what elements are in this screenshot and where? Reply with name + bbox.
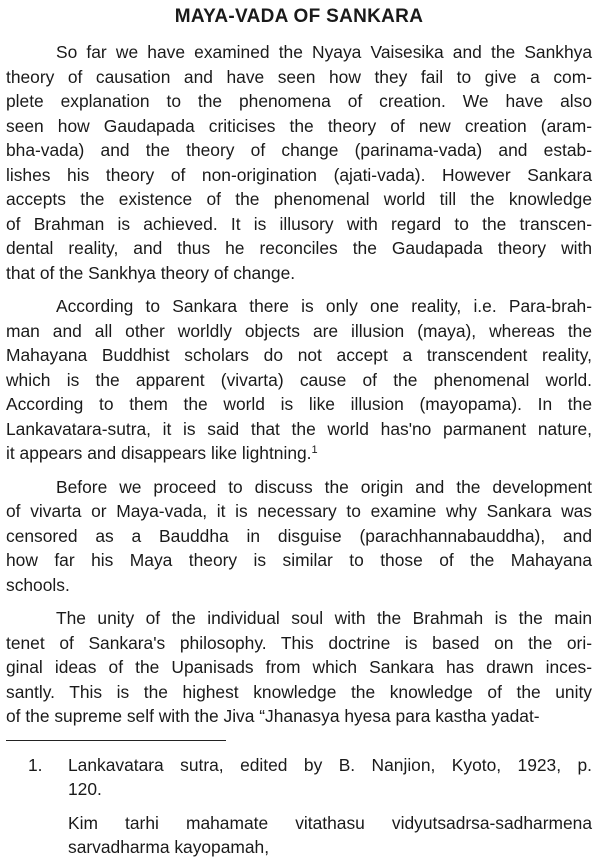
line-text: theory of causation and have seen how they fail to give a com- <box>6 66 592 87</box>
line-text: of Brahman is achieved. It is illusory with regard to the transcen- <box>6 213 592 234</box>
text-line <box>6 704 592 729</box>
body-text <box>6 40 592 729</box>
footnote-line: sarvadharma kayopamah, <box>68 836 270 857</box>
footnote-quote <box>68 811 592 859</box>
text-line <box>6 187 592 212</box>
text-line <box>6 548 592 573</box>
line-text: censored as a Bauddha in disguise (parachhannabauddha), and <box>6 525 592 546</box>
text-line <box>6 368 592 393</box>
paragraph <box>6 606 592 729</box>
text-line <box>6 631 592 656</box>
text-line <box>6 319 592 344</box>
book-page <box>6 0 592 867</box>
text-line <box>6 475 592 500</box>
line-text: schools. <box>6 574 70 595</box>
footnote-line: Lankavatara sutra, edited by B. Nanjion, Kyoto, 1923, p. <box>68 754 592 775</box>
line-text: Mahayana Buddhist scholars do not accept a transcendent reality, <box>6 345 592 365</box>
line-text: Before we proceed to discuss the origin and the development <box>56 476 592 497</box>
text-line <box>6 392 592 417</box>
line-text: According to Sankara there is only one reality, i.e. Para-brah- <box>56 296 592 316</box>
text-line <box>6 163 592 188</box>
text-line <box>6 294 592 319</box>
line-text: dental reality, and thus he reconciles the Gaudapada theory with <box>6 238 592 258</box>
line-text: plete explanation to the phenomena of creation. We have also <box>6 91 592 111</box>
line-text: tenet of Sankara's philosophy. This doctrine is based on the ori- <box>6 632 592 653</box>
footnote-citation <box>68 753 592 801</box>
text-line <box>6 40 592 65</box>
text-line <box>6 212 592 237</box>
line-text: how far his Maya theory is similar to those of the Mahayana <box>6 550 592 570</box>
line-text: seen how Gaudapada criticises the theory of new creation (aram- <box>6 115 592 136</box>
text-line <box>6 114 592 139</box>
paragraph <box>6 475 592 598</box>
text-line <box>6 573 592 598</box>
line-text: lishes his theory of non-origination (ajati-vada). However Sankara <box>6 164 592 185</box>
chapter-title: MAYA-VADA OF SANKARA <box>174 6 424 27</box>
text-line <box>6 65 592 90</box>
text-line <box>6 417 592 442</box>
line-text: Lankavatara-sutra, it is said that the world has'no parmanent nature, <box>6 418 592 439</box>
line-text: it appears and disappears like lightning. <box>6 443 312 463</box>
footnote-marker[interactable]: 1 <box>311 444 318 456</box>
footnote-divider <box>6 740 226 741</box>
line-text: bha-vada) and the theory of change (parinama-vada) and estab- <box>6 140 592 160</box>
line-text: So far we have examined the Nyaya Vaisesika and the Sankhya <box>56 42 592 62</box>
paragraph <box>6 40 592 285</box>
line-text: The unity of the individual soul with the Brahmah is the main <box>56 608 592 628</box>
paragraph <box>6 294 592 466</box>
line-text: accepts the existence of the phenomenal world till the knowledge <box>6 189 592 209</box>
line-text: of vivarta or Maya-vada, it is necessary to examine why Sankara was <box>6 501 592 521</box>
text-line <box>6 89 592 114</box>
line-text: santly. This is the highest knowledge the knowledge of the unity <box>6 681 592 702</box>
line-text: that of the Sankhya theory of change. <box>6 262 296 283</box>
line-text: man and all other worldly objects are illusion (maya), whereas the <box>6 320 592 341</box>
text-line <box>6 261 592 286</box>
footnote-number: 1. <box>28 754 43 775</box>
text-line <box>6 680 592 705</box>
text-line <box>6 343 592 368</box>
footnote-line: 120. <box>68 778 102 799</box>
text-line <box>6 499 592 524</box>
text-line <box>6 138 592 163</box>
text-line <box>6 236 592 261</box>
footnote <box>6 753 592 859</box>
text-line <box>6 655 592 680</box>
text-line <box>6 441 592 466</box>
text-line <box>6 524 592 549</box>
line-text: of the supreme self with the Jiva “Jhanasya hyesa para kastha yadat- <box>6 706 540 726</box>
text-line <box>6 606 592 631</box>
line-text: which is the apparent (vivarta) cause of the phenomenal world. <box>6 369 592 390</box>
footnote-line: Kim tarhi mahamate vitathasu vidyutsadrsa-sadharmena <box>68 812 592 833</box>
line-text: ginal ideas of the Upanisads from which Sankara has drawn inces- <box>6 657 592 677</box>
line-text: According to them the world is like illusion (mayopama). In the <box>6 394 592 414</box>
